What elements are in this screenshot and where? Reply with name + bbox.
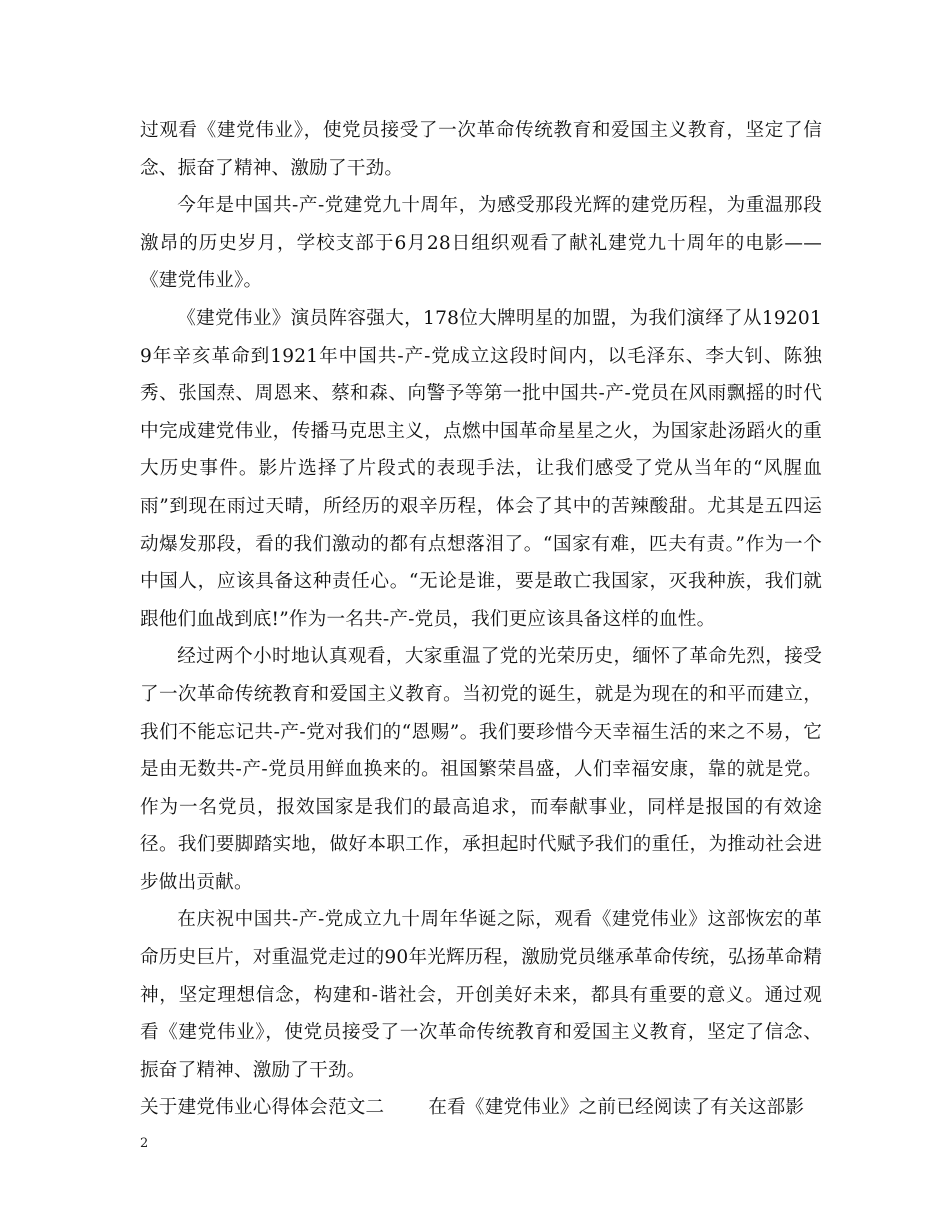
heading-gap	[384, 1089, 428, 1127]
next-section-heading: 关于建党伟业心得体会范文二	[140, 1097, 385, 1119]
paragraph-1: 过观看《建党伟业》，使党员接受了一次革命传统教育和爱国主义教育，坚定了信念、振奋了精神、激励了干劲。	[140, 120, 822, 179]
paragraph-4: 经过两个小时地认真观看，大家重温了党的光荣历史，缅怀了革命先烈，接受了一次革命传统教育和爱国主义教育。当初党的诞生，就是为现在的和平而建立，我们不能忘记共-产-党对我们的“恩赐”。我们要珍惜今天幸福生活的来之不易，它是由无数共-产-党员用鲜血换来的。祖国繁荣昌盛，人们幸福安康，靠的就是党。作为一名党员，报效国家是我们的最高追求，而奉献事业，同样是报国的有效途径。我们要脚踏实地，做好本职工作，承担起时代赋予我们的重任，为推动社会进步做出贡献。	[140, 646, 822, 893]
paragraph-3: 《建党伟业》演员阵容强大，178位大牌明星的加盟，为我们演绎了从192019年辛亥革命到1921年中国共-产-党成立这段时间内，以毛泽东、李大钊、陈独秀、张国焘、周恩来、蔡和森、向警予等第一批中国共-产-党员在风雨飘摇的时代中完成建党伟业，传播马克思主义，点燃中国革命星星之火，为国家赴汤蹈火的重大历史事件。影片选择了片段式的表现手法，让我们感受了党从当年的“风腥血雨”到现在雨过天晴，所经历的艰辛历程，体会了其中的苦辣酸甜。尤其是五四运动爆发那段，看的我们激动的都有点想落泪了。“国家有难，匹夫有责。”作为一个中国人，应该具备这种责任心。“无论是谁，要是敢亡我国家，灭我种族，我们就跟他们血战到底!”作为一名共-产-党员，我们更应该具备这样的血性。	[140, 307, 822, 630]
next-section-text: 在看《建党伟业》之前已经阅读了有关这部影	[428, 1097, 805, 1119]
document-body	[140, 112, 822, 1127]
next-section-line	[140, 1089, 822, 1127]
paragraph-5: 在庆祝中国共-产-党成立九十周年华诞之际，观看《建党伟业》这部恢宏的革命历史巨片，对重温党走过的90年光辉历程，激励党员继承革命传统，弘扬革命精神，坚定理想信念，构建和-谐社会，开创美好未来，都具有重要的意义。通过观看《建党伟业》，使党员接受了一次革命传统教育和爱国主义教育，坚定了信念、振奋了精神、激励了干劲。	[140, 909, 822, 1081]
page-number: 2	[140, 1136, 149, 1151]
paragraph-2: 今年是中国共-产-党建党九十周年，为感受那段光辉的建党历程，为重温那段激昂的历史岁月，学校支部于6月28日组织观看了献礼建党九十周年的电影——《建党伟业》。	[140, 195, 822, 292]
